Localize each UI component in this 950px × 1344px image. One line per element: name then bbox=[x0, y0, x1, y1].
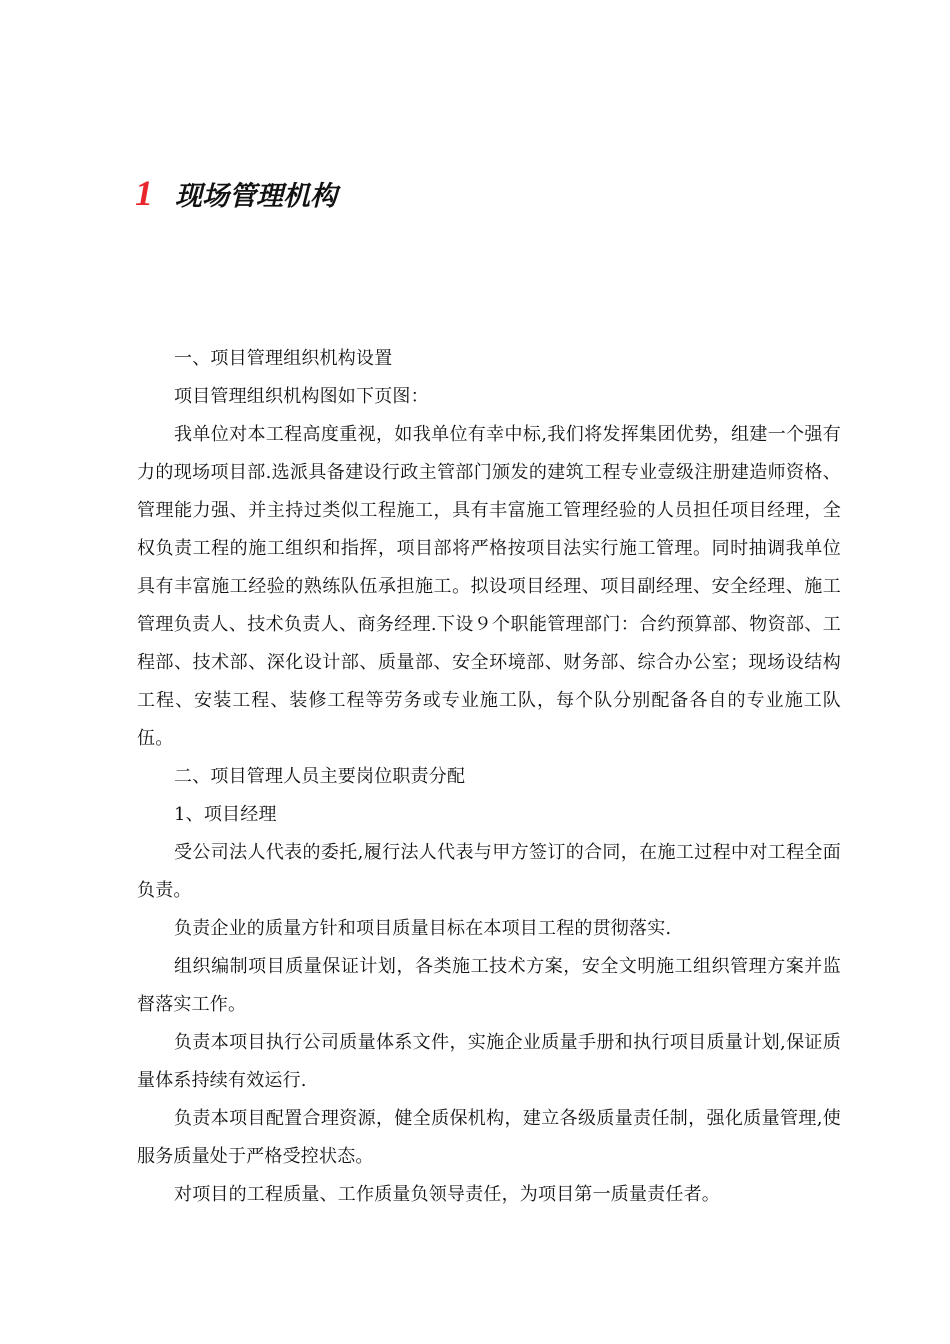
paragraph: 我单位对本工程高度重视，如我单位有幸中标,我们将发挥集团优势，组建一个强有力的现场项目部.选派具备建设行政主管部门颁发的建筑工程专业壹级注册建造师资格、管理能力强、并主持过类似工程施工，具有丰富施工管理经验的人员担任项目经理，全权负责工程的施工组织和指挥，项目部将严格按项目法实行施工管理。同时抽调我单位具有丰富施工经验的熟练队伍承担施工。拟设项目经理、项目副经理、安全经理、施工管理负责人、技术负责人、商务经理.下设９个职能管理部门：合约预算部、物资部、工程部、技术部、深化设计部、质量部、安全环境部、财务部、综合办公室；现场设结构工程、安装工程、装修工程等劳务或专业施工队，每个队分别配备各自的专业施工队伍。 bbox=[137, 424, 841, 749]
paragraph: 受公司法人代表的委托,履行法人代表与甲方签订的合同，在施工过程中对工程全面负责。 bbox=[137, 842, 841, 901]
section-heading-1: 一、项目管理组织机构设置 bbox=[174, 348, 393, 369]
chapter-number: 1 bbox=[135, 173, 153, 213]
paragraph: 对项目的工程质量、工作质量负领导责任，为项目第一质量责任者。 bbox=[174, 1184, 720, 1205]
paragraph: 负责本项目配置合理资源，健全质保机构，建立各级质量责任制，强化质量管理,使服务质量处于严格受控状态。 bbox=[137, 1108, 841, 1167]
section-heading-2: 二、项目管理人员主要岗位职责分配 bbox=[174, 766, 466, 787]
paragraph: 负责企业的质量方针和项目质量目标在本项目工程的贯彻落实. bbox=[174, 918, 672, 939]
chapter-title: 现场管理机构 bbox=[175, 181, 337, 212]
paragraph: 组织编制项目质量保证计划，各类施工技术方案，安全文明施工组织管理方案并监督落实工作。 bbox=[137, 956, 841, 1015]
paragraph: 负责本项目执行公司质量体系文件，实施企业质量手册和执行项目质量计划,保证质量体系持续有效运行. bbox=[137, 1032, 841, 1091]
chapter-heading bbox=[135, 172, 337, 214]
body-text bbox=[137, 340, 841, 1214]
subsection-heading: 1、项目经理 bbox=[174, 804, 277, 825]
paragraph: 项目管理组织机构图如下页图： bbox=[174, 386, 429, 407]
